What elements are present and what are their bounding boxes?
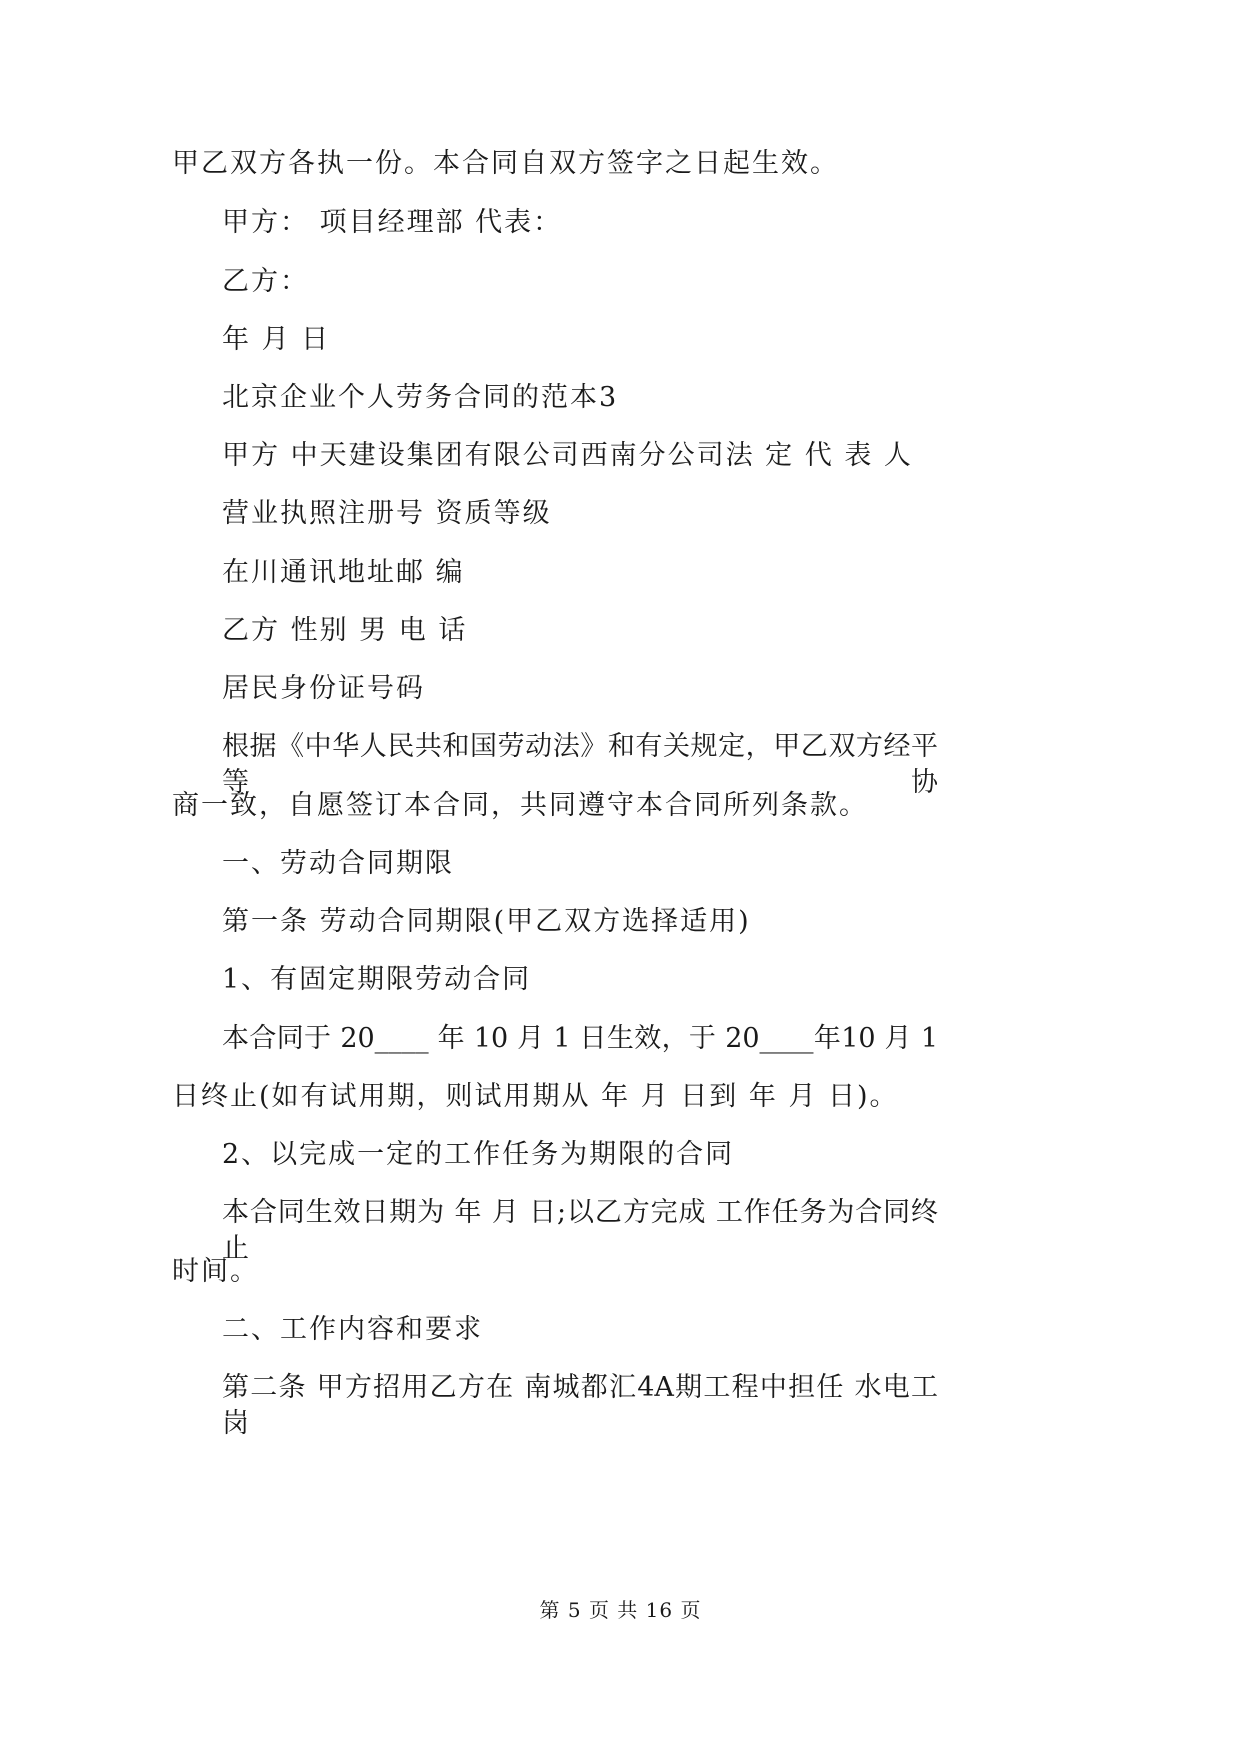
section-heading: 二、工作内容和要求	[222, 1314, 483, 1345]
text-line: 2、以完成一定的工作任务为期限的合同	[222, 1139, 735, 1170]
text-line: 时间。	[172, 1256, 259, 1287]
text-line: 甲方 中天建设集团有限公司西南分公司法 定 代 表 人	[222, 440, 913, 471]
text-line: 本合同生效日期为 年 月 日;以乙方完成 工作任务为合同终止	[222, 1197, 938, 1264]
text-line: 本合同于 20____ 年 10 月 1 日生效，于 20____年10 月 1	[222, 1023, 938, 1054]
text-line: 甲乙双方各执一份。本合同自双方签字之日起生效。	[172, 148, 839, 179]
text-line: 根据《中华人民共和国劳动法》和有关规定，甲乙双方经平等协	[222, 731, 938, 798]
section-heading: 一、劳动合同期限	[222, 848, 454, 879]
text-line: 居民身份证号码	[222, 673, 425, 704]
text-line: 在川通讯地址邮 编	[222, 557, 465, 588]
text-line: 第一条 劳动合同期限(甲乙双方选择适用)	[222, 906, 751, 937]
text-line: 商一致，自愿签订本合同，共同遵守本合同所列条款。	[172, 790, 868, 821]
text-line: 年 月 日	[222, 324, 331, 355]
text-line: 第二条 甲方招用乙方在 南城都汇4A期工程中担任 水电工 岗	[222, 1372, 938, 1439]
text-line: 乙方：	[222, 266, 309, 297]
text-line: 营业执照注册号 资质等级	[222, 498, 552, 529]
page-footer: 第 5 页 共 16 页	[539, 1598, 702, 1622]
text-line: 1、有固定期限劳动合同	[222, 964, 532, 995]
text-line: 甲方： 项目经理部 代表：	[222, 207, 563, 238]
text-line: 日终止(如有试用期，则试用期从 年 月 日到 年 月 日)。	[172, 1081, 899, 1112]
section-title: 北京企业个人劳务合同的范本3	[222, 382, 619, 413]
text-line: 乙方 性别 男 电 话	[222, 615, 468, 646]
